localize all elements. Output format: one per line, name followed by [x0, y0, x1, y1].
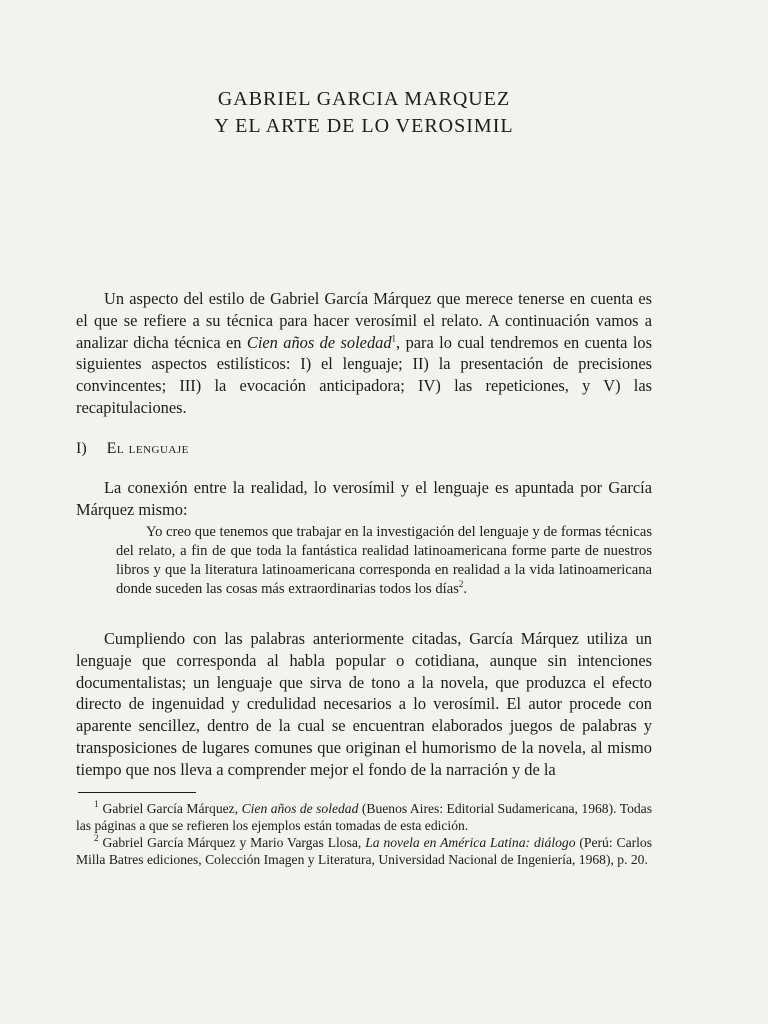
section-heading	[76, 440, 189, 458]
footnote-text: Gabriel García Márquez y Mario Vargas Llosa,	[102, 835, 366, 850]
title-line-1: GABRIEL GARCIA MARQUEZ	[217, 88, 511, 110]
section-number: I)	[76, 440, 87, 457]
footnotes	[76, 800, 652, 868]
footnote-book-title: La novela en América Latina: diálogo	[365, 835, 576, 850]
page-title	[76, 86, 652, 140]
intro-paragraph	[76, 288, 652, 419]
footnote-mark: 1	[94, 799, 99, 810]
footnote-ref-1[interactable]: 1	[391, 333, 397, 344]
section-name: El lenguaje	[106, 440, 189, 457]
quote-text	[116, 524, 652, 597]
paragraph-lenguaje: La conexión entre la realidad, lo verosímil y el lenguaje es apuntada por García Márquez mismo:	[76, 478, 652, 519]
footnote-book-title: Cien años de soledad	[241, 801, 359, 816]
intro-book-title: Cien años de soledad	[246, 332, 392, 352]
intro-text-2: , para lo cual tendremos en cuenta los siguientes aspectos estilísticos: I) el lenguaje; II) la presentación de precisiones convincentes; III) la evocación anticipadora; IV) las repeticiones, y V) las recapitulaciones.	[76, 332, 652, 417]
intro-text-1: Un aspecto del estilo de Gabriel García Márquez que merece tenerse en cuenta es el que se refiere a su técnica para hacer verosímil el relato. A continuación vamos a analizar dicha técnica en	[76, 289, 652, 352]
block-quote	[116, 523, 652, 599]
title-line-2: Y EL ARTE DE LO VEROSIMIL	[214, 115, 514, 137]
footnote-ref-2[interactable]: 2	[458, 579, 464, 590]
quote-end: .	[463, 581, 468, 597]
footnote-text: Gabriel García Márquez,	[102, 801, 242, 816]
footnote-2	[76, 834, 652, 868]
quote-body: Yo creo que tenemos que trabajar en la investigación del lenguaje y de formas técnicas del relato, a fin de que toda la fantástica realidad latinoamericana forme parte de nuestros libros y que la literatura latinoamericana corresponda en realidad a la vida latinoamericana donde suceden las cosas más extraordinarias todos los días	[116, 524, 652, 597]
footnote-text: (Buenos Aires: Editorial Sudamericana, 1968). Todas las páginas a que se refieren los ejemplos están tomadas de esta edición.	[76, 801, 653, 833]
footnote-mark: 2	[94, 833, 99, 844]
footnote-1	[76, 800, 652, 834]
paragraph-cumpliendo: Cumpliendo con las palabras anteriormente citadas, García Márquez utiliza un lenguaje que corresponda al habla popular o cotidiana, aunque sin intenciones documentalistas; un lenguaje que sirva de tono a la novela, que produzca el efecto directo de ingenuidad y credulidad necesarios a lo verosímil. El autor procede con aparente sencillez, dentro de la cual se encuentran elaborados juegos de palabras y transposiciones de lugares comunes que originan el humorismo de la novela, al mismo tiempo que nos lleva a comprender mejor el fondo de la narración y de la	[76, 629, 652, 779]
footnote-divider	[78, 792, 196, 793]
footnote-text: (Perú: Carlos Milla Batres ediciones, Colección Imagen y Literatura, Universidad Nacional de Ingeniería, 1968), p. 20.	[76, 835, 653, 867]
document-page	[76, 0, 652, 1024]
